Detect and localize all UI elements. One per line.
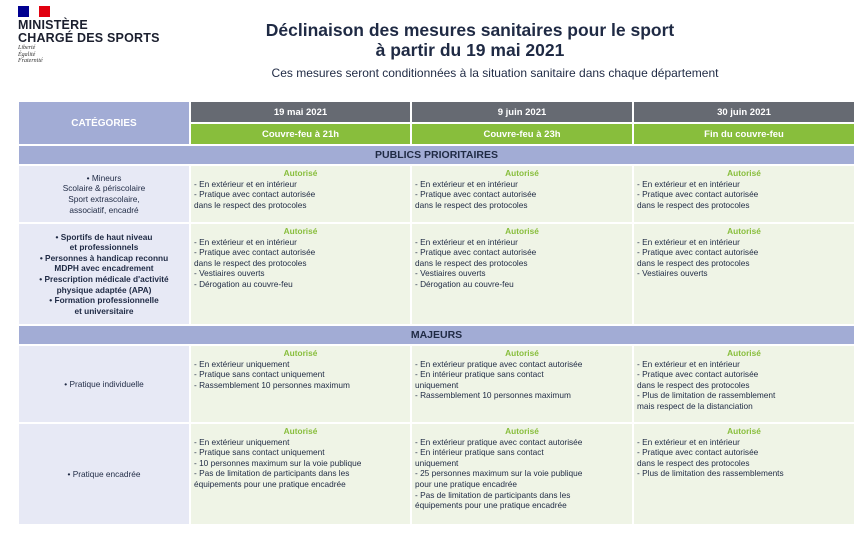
measure-item: - En extérieur et en intérieur	[637, 236, 740, 247]
measure-item: - Pratique sans contact uniquement	[194, 369, 325, 380]
flag-red	[39, 6, 50, 17]
authorized-label: Autorisé	[727, 426, 761, 436]
row-category	[19, 424, 189, 524]
measure-item: - Pratique avec contact autorisée dans le respect des protocoles	[637, 369, 759, 390]
measure-item: - Plus de limitation de rassemblement mais respect de la distanciation	[637, 390, 776, 411]
french-flag-icon	[18, 6, 50, 17]
measure-cell	[634, 166, 854, 222]
authorized-label: Autorisé	[505, 348, 539, 358]
category-line: physique adaptée (APA)	[56, 284, 152, 295]
measure-item: - Pratique avec contact autorisée dans le respect des protocoles	[194, 189, 316, 210]
motto-egalite: Égalité	[18, 51, 36, 58]
authorized-label: Autorisé	[505, 226, 539, 236]
row-category	[19, 224, 189, 324]
table-row	[19, 424, 854, 524]
authorized-label: Autorisé	[727, 168, 761, 178]
measure-item: - Pratique avec contact autorisée dans le respect des protocoles	[637, 247, 759, 268]
measure-item: - Pratique avec contact autorisée dans le respect des protocoles	[194, 247, 316, 268]
table-row	[19, 224, 854, 324]
flag-blue	[18, 6, 29, 17]
category-line: et professionnels	[69, 242, 139, 253]
phase-header-2: Couvre-feu à 23h	[412, 124, 632, 144]
section-publics-prioritaires: PUBLICS PRIORITAIRES	[19, 146, 854, 164]
measure-cell	[634, 424, 854, 524]
section-majeurs: MAJEURS	[19, 326, 854, 344]
measure-item: - Pratique sans contact uniquement	[194, 447, 325, 458]
measure-item: - Pratique avec contact autorisée dans le respect des protocoles	[415, 247, 537, 268]
title-line-1: Déclinaison des mesures sanitaires pour le sport	[265, 20, 675, 40]
page-subtitle: Ces mesures seront conditionnées à la situation sanitaire dans chaque département	[271, 66, 719, 80]
measure-cell	[412, 346, 632, 422]
measure-item: - En extérieur uniquement	[194, 436, 290, 447]
category-line: • Personnes à handicap reconnu	[39, 252, 169, 263]
authorized-label: Autorisé	[727, 348, 761, 358]
category-line: et universitaire	[74, 305, 134, 316]
category-line: MDPH avec encadrement	[54, 263, 154, 274]
measure-item: - Pratique avec contact autorisée dans le respect des protocoles	[415, 189, 537, 210]
phase-header-3: Fin du couvre-feu	[634, 124, 854, 144]
measure-item: - En extérieur et en intérieur	[194, 178, 297, 189]
measure-cell	[191, 166, 410, 222]
category-line: Sport extrascolaire,	[68, 194, 140, 204]
measure-item: - En extérieur pratique avec contact autorisée	[415, 358, 583, 369]
category-line: Scolaire & périscolaire	[62, 183, 146, 194]
measure-item: - En extérieur et en intérieur	[415, 236, 518, 247]
measure-item: - Pas de limitation de participants dans les équipements pour une pratique encadrée	[194, 468, 350, 489]
measure-cell	[634, 224, 854, 324]
title-line-2: à partir du 19 mai 2021	[375, 40, 565, 60]
measure-item: - Vestiaires ouverts	[637, 268, 708, 279]
category-line: • Formation professionnelle	[49, 295, 159, 306]
measure-item: - Rassemblement 10 personnes maximum	[194, 379, 350, 390]
measure-item: - En extérieur uniquement	[194, 358, 290, 369]
authorized-label: Autorisé	[505, 168, 539, 178]
measure-item: - En extérieur et en intérieur	[415, 178, 518, 189]
measure-item: - Vestiaires ouverts	[194, 268, 265, 279]
measure-item: - En extérieur et en intérieur	[637, 358, 740, 369]
phase-header-1: Couvre-feu à 21h	[191, 124, 410, 144]
measure-item: - En extérieur et en intérieur	[637, 178, 740, 189]
category-line: • Pratique individuelle	[64, 378, 144, 389]
date-header-1: 19 mai 2021	[191, 102, 410, 122]
measure-item: - Pratique avec contact autorisée dans le respect des protocoles	[637, 189, 759, 210]
logo-line-2: CHARGÉ DES SPORTS	[18, 31, 160, 45]
measures-table	[17, 100, 856, 526]
logo-line-1: MINISTÈRE	[18, 18, 88, 32]
category-line: • Sportifs de haut niveau	[55, 231, 153, 242]
row-category	[19, 166, 189, 222]
category-line: • Pratique encadrée	[67, 468, 141, 479]
measure-item: - Dérogation au couvre-feu	[194, 278, 293, 289]
measure-item: - En intérieur pratique sans contact uniquement	[415, 369, 544, 390]
measure-item: - Plus de limitation des rassemblements	[637, 468, 784, 479]
page-title	[220, 20, 720, 60]
measure-item: - En extérieur pratique avec contact autorisée	[415, 436, 583, 447]
authorized-label: Autorisé	[283, 348, 318, 358]
categories-header: CATÉGORIES	[19, 102, 189, 144]
measure-cell	[412, 224, 632, 324]
measure-cell	[412, 166, 632, 222]
category-line: associatif, encadré	[69, 204, 139, 215]
authorized-label: Autorisé	[283, 226, 318, 236]
authorized-label: Autorisé	[283, 168, 318, 178]
row-category	[19, 346, 189, 422]
motto-fraternite: Fraternité	[18, 58, 43, 64]
authorized-label: Autorisé	[505, 426, 539, 436]
measure-item: - En extérieur et en intérieur	[637, 436, 740, 447]
measure-cell	[191, 346, 410, 422]
measure-cell	[191, 424, 410, 524]
measure-item: - Pratique avec contact autorisée dans le respect des protocoles	[637, 447, 759, 468]
measure-item: - En extérieur et en intérieur	[194, 236, 297, 247]
table-row	[19, 346, 854, 422]
measure-item: - 25 personnes maximum sur la voie publique pour une pratique encadrée	[415, 468, 583, 489]
measure-item: - Rassemblement 10 personnes maximum	[415, 390, 571, 401]
flag-white	[29, 6, 40, 17]
motto-liberte: Liberté	[18, 45, 36, 51]
measure-cell	[191, 224, 410, 324]
measure-cell	[412, 424, 632, 524]
measure-item: - Vestiaires ouverts	[415, 268, 486, 279]
measure-cell	[634, 346, 854, 422]
measure-item: - En intérieur pratique sans contact uniquement	[415, 447, 544, 468]
category-line: • Prescription médicale d'activité	[39, 274, 169, 284]
date-header-3: 30 juin 2021	[634, 102, 854, 122]
category-line: • Mineurs	[86, 172, 122, 183]
date-header-2: 9 juin 2021	[412, 102, 632, 122]
measure-item: - Dérogation au couvre-feu	[415, 278, 514, 289]
measure-item: - 10 personnes maximum sur la voie publique	[194, 457, 362, 468]
authorized-label: Autorisé	[283, 426, 318, 436]
table-row	[19, 166, 854, 222]
measure-item: - Pas de limitation de participants dans les équipements pour une pratique encadrée	[415, 489, 571, 511]
ministry-logo	[18, 6, 168, 65]
authorized-label: Autorisé	[727, 226, 761, 236]
